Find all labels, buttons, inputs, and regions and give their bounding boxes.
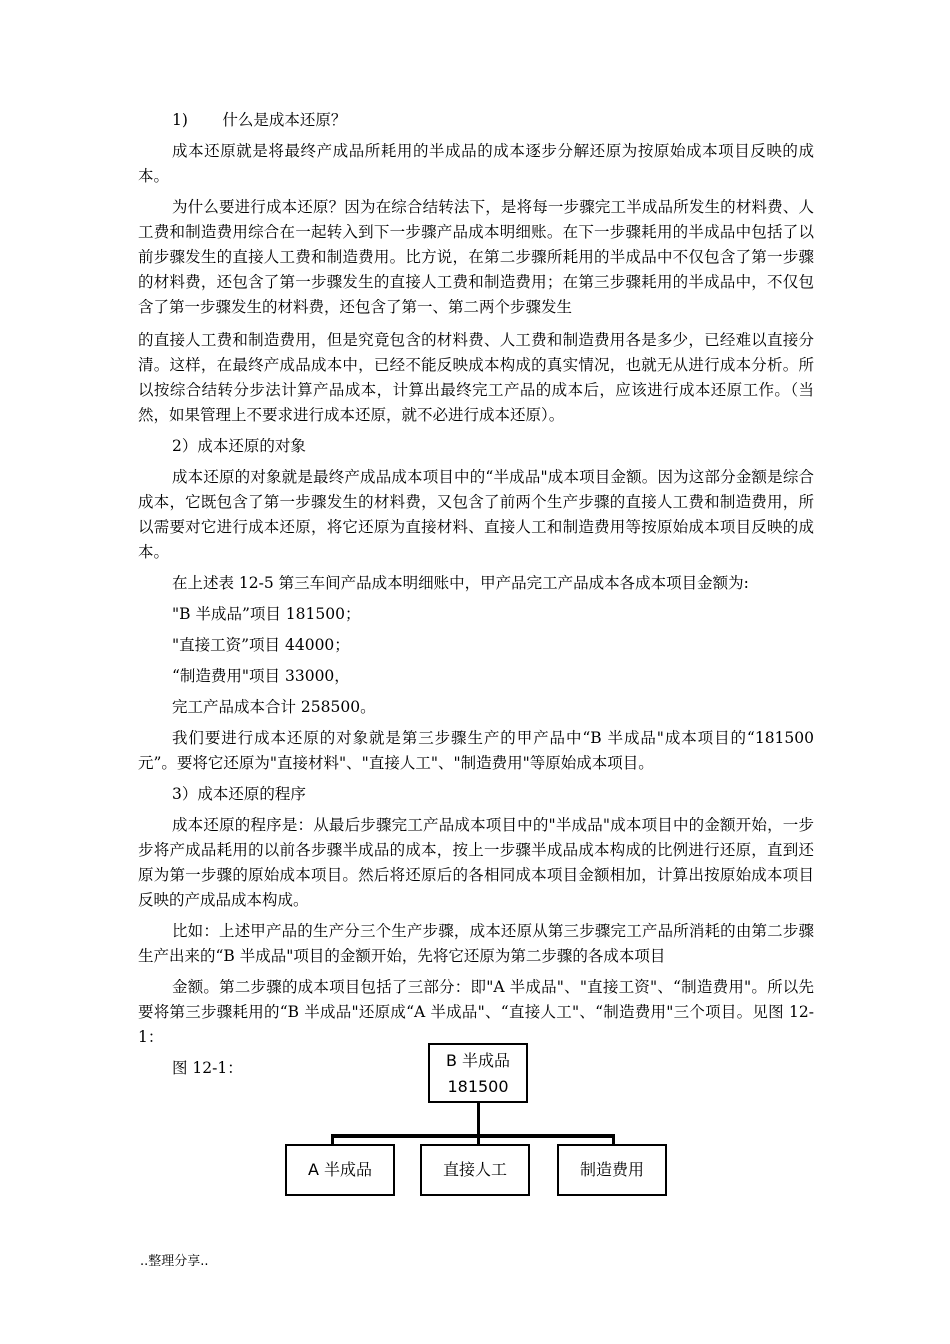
child-label: 直接人工 [442, 1160, 507, 1179]
connector-horizontal [331, 1134, 615, 1138]
paragraph: 的直接人工费和制造费用，但是究竟包含的材料费、人工费和制造费用各是多少，已经难以直接分清。这样，在最终产成品成本中，已经不能反映成本构成的真实情况，也就无从进行成本分析。所以按综合结转分步法计算产品成本，计算出最终完工产品的成本后，应该进行成本还原工作。（当然，如果管理上不要求进行成本还原，就不必进行成本还原）。 [138, 331, 814, 424]
paragraph: 在上述表 12-5 第三车间产品成本明细账中，甲产品完工产品成本各成本项目金额为: [172, 574, 749, 592]
paragraph: 成本还原的程序是：从最后步骤完工产品成本项目中的"半成品"成本项目中的金额开始，一步步将产成品耗用的以前各步骤半成品的成本，按上一步骤半成品成本构成的比例进行还原，直到还原为第一步骤的原始成本项目。然后将还原后的各相同成本项目金额相加，计算出按原始成本项目反映的产成品成本构成。 [138, 816, 814, 909]
paragraph: 成本还原的对象就是最终产成品成本项目中的“半成品"成本项目金额。因为这部分金额是综合成本，它既包含了第一步骤发生的材料费，又包含了前两个生产步骤的直接人工费和制造费用，所以需要对它进行成本还原，将它还原为直接材料、直接人工和制造费用等按原始成本项目反映的成本。 [138, 468, 814, 561]
figure-caption: 图 12-1： [172, 1059, 243, 1077]
root-value: 181500 [447, 1077, 509, 1096]
child-box-a-semifinished [285, 1144, 395, 1196]
heading-2: 2）成本还原的对象 [172, 437, 306, 455]
paragraph: 我们要进行成本还原的对象就是第三步骤生产的甲产品中“B 半成品"成本项目的“181500 元”。要将它还原为"直接材料"、"直接人工"、"制造费用"等原始成本项目。 [138, 729, 814, 772]
paragraph: 金额。第二步骤的成本项目包括了三部分：即"A 半成品"、"直接工资"、“制造费用"。所以先要将第三步骤耗用的“B 半成品"还原成“A 半成品"、“直接人工"、“制造费用"三个项目。见图 12-1： [138, 978, 814, 1046]
page-footer: ..整理分享.. [140, 1254, 209, 1269]
child-label: 制造费用 [579, 1160, 644, 1179]
list-item: “制造费用"项目 33000， [172, 667, 350, 685]
connector-middle [477, 1134, 480, 1146]
paragraph: 成本还原就是将最终产成品所耗用的半成品的成本逐步分解还原为按原始成本项目反映的成本。 [138, 142, 814, 185]
list-item: "B 半成品”项目 181500； [172, 605, 361, 623]
child-label: A 半成品 [307, 1160, 373, 1179]
child-box-manufacturing-cost [557, 1144, 667, 1196]
list-item: "直接工资”项目 44000； [172, 636, 350, 654]
heading-3: 3）成本还原的程序 [172, 785, 306, 803]
paragraph: 比如：上述甲产品的生产分三个生产步骤，成本还原从第三步骤完工产品所消耗的由第二步骤生产出来的“B 半成品"项目的金额开始，先将它还原为第二步骤的各成本项目 [138, 922, 814, 965]
root-label: B 半成品 [445, 1051, 511, 1070]
heading-1: 1) 什么是成本还原？ [172, 111, 347, 129]
connector-vertical [477, 1103, 480, 1136]
child-box-direct-labor [420, 1144, 530, 1196]
document-body [138, 108, 814, 1081]
connector-left [331, 1134, 334, 1146]
paragraph: 为什么要进行成本还原？因为在综合结转法下，是将每一步骤完工半成品所发生的材料费、人工费和制造费用综合在一起转入到下一步骤产品成本明细账。在下一步骤耗用的半成品中包括了以前步骤发生的直接人工费和制造费用。比方说，在第二步骤所耗用的半成品中不仅包含了第一步骤的材料费，还包含了第一步骤发生的直接人工费和制造费用；在第三步骤耗用的半成品中，不仅包含了第一步骤发生的材料费，还包含了第一、第二两个步骤发生 [138, 198, 814, 316]
connector-right [612, 1134, 615, 1146]
list-item: 完工产品成本合计 258500。 [172, 698, 376, 716]
